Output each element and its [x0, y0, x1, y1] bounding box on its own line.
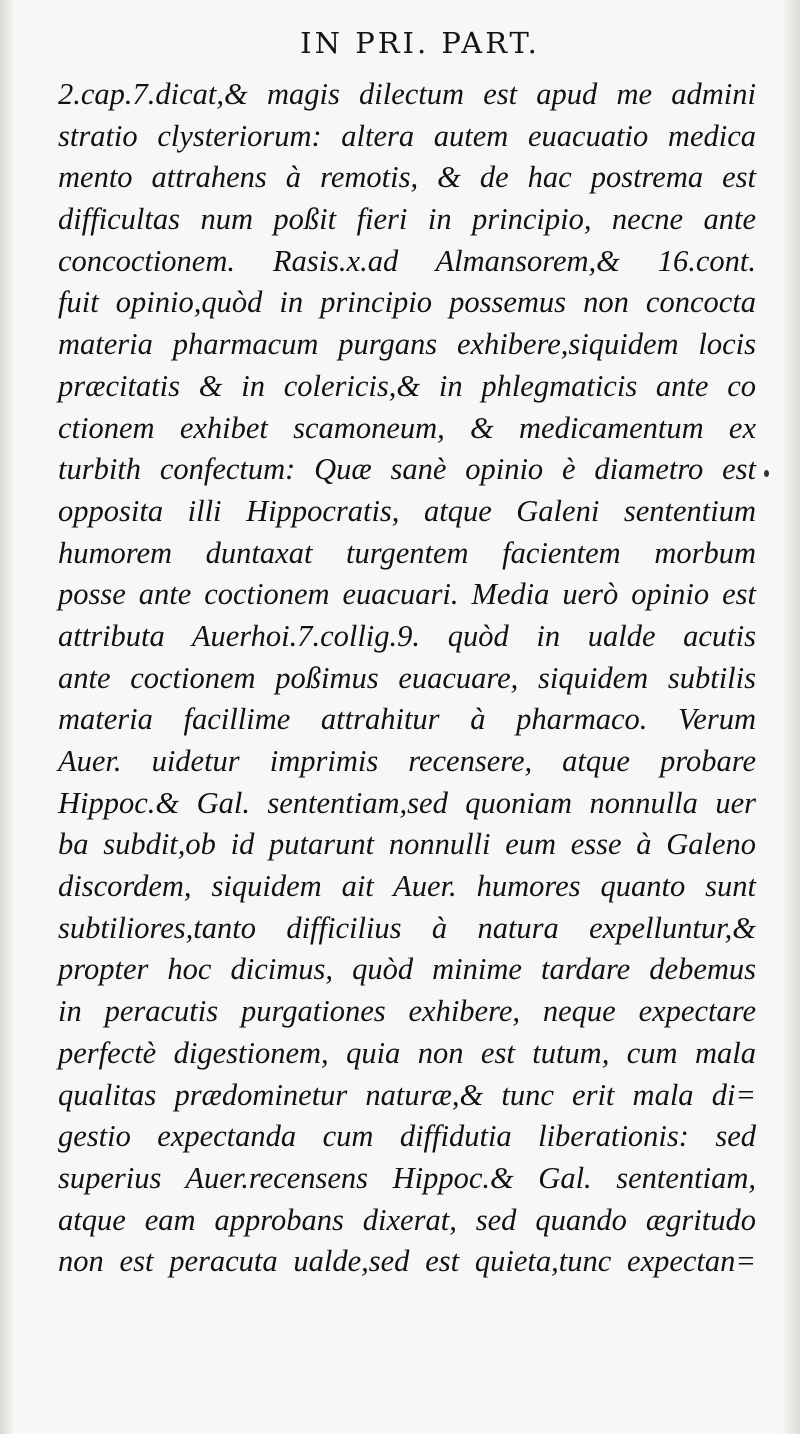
text-line: perfectè digestionem, quia non est tutum, cum mala — [58, 1035, 756, 1070]
text-line: materia pharmacum purgans exhibere,siquidem locis — [58, 327, 756, 362]
text-line: ante coctionem poßimus euacuare, siquidem subtilis — [58, 660, 756, 695]
running-head — [0, 26, 800, 60]
text-line: gestio expectanda cum diffidutia liberationis: sed — [58, 1119, 756, 1154]
text-line: attributa Auerhoi.7.collig.9. quòd in ualde acutis — [58, 618, 756, 653]
text-line: præcitatis & in colericis,& in phlegmaticis ante co — [58, 368, 756, 403]
page-shadow-right — [782, 0, 800, 1434]
text-line: subtiliores,tanto difficilius à natura expelluntur,& — [58, 910, 756, 945]
text-line: Hippoc.& Gal. sententiam,sed quoniam nonnulla uer — [58, 785, 756, 820]
text-line: mento attrahens à remotis, & de hac postrema est — [58, 160, 756, 195]
text-line: ba subdit,ob id putarunt nonnulli eum esse à Galeno — [58, 827, 756, 862]
text-line: in peracutis purgationes exhibere, neque expectare — [58, 994, 756, 1029]
text-line: humorem duntaxat turgentem facientem morbum — [58, 535, 756, 570]
page-body-text — [58, 74, 756, 1283]
text-line: fuit opinio,quòd in principio possemus non concocta — [58, 285, 756, 320]
text-line: atque eam approbans dixerat, sed quando ægritudo — [58, 1202, 756, 1237]
text-line: Auer. uidetur imprimis recensere, atque probare — [58, 744, 756, 778]
text-line: non est peracuta ualde,sed est quieta,tunc expectan= — [58, 1244, 756, 1279]
text-line: opposita illi Hippocratis, atque Galeni sententium — [58, 493, 756, 528]
text-line: 2.cap.7.dicat,& magis dilectum est apud me admini — [58, 77, 756, 111]
text-line: turbith confectum: Quæ sanè opinio è diametro est — [58, 452, 756, 487]
text-line: materia facillime attrahitur à pharmaco. Verum — [58, 702, 756, 737]
text-line: stratio clysteriorum: altera autem euacuatio medica — [58, 118, 756, 153]
text-line: difficultas num poßit fieri in principio, necne ante — [58, 202, 756, 237]
text-line: superius Auer.recensens Hippoc.& Gal. sententiam, — [58, 1160, 756, 1195]
text-line: ctionem exhibet scamoneum, & medicamentum ex — [58, 410, 756, 445]
text-line: discordem, siquidem ait Auer. humores quanto sunt — [58, 869, 756, 904]
running-head-text: IN PRI. PART. — [300, 26, 540, 60]
text-line: posse ante coctionem euacuari. Media uerò opinio est — [58, 577, 756, 612]
text-line: concoctionem. Rasis.x.ad Almansorem,& 16.cont. — [58, 243, 756, 278]
page-shadow-left — [0, 0, 14, 1434]
ink-speck — [764, 470, 769, 477]
text-line: qualitas prædominetur naturæ,& tunc erit mala di= — [58, 1077, 756, 1112]
text-line: propter hoc dicimus, quòd minime tardare debemus — [58, 952, 756, 987]
